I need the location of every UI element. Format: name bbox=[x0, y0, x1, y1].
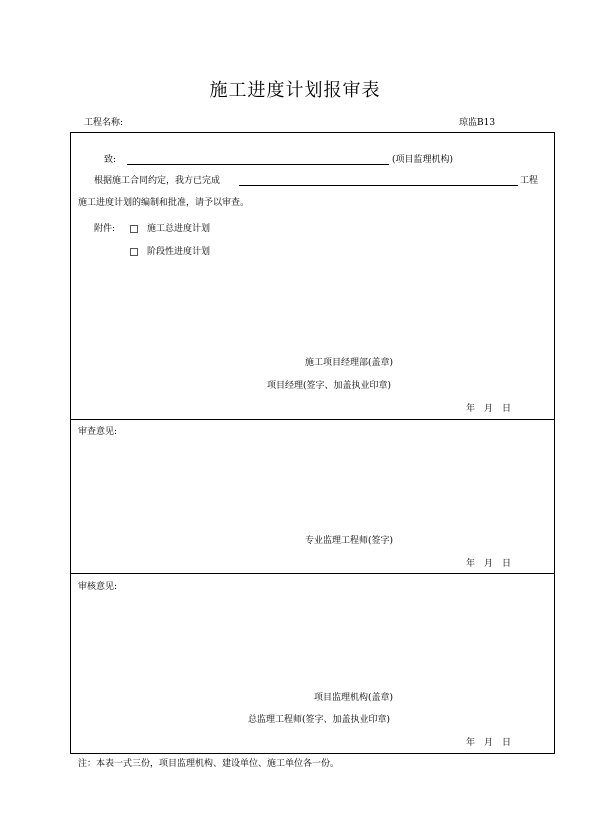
recipient-field[interactable] bbox=[127, 164, 389, 165]
to-label: 致: bbox=[104, 155, 117, 165]
section1-date: 年 月 日 bbox=[466, 404, 512, 414]
approval-request-text: 施工进度计划的编制和批准，请予以审查。 bbox=[78, 198, 250, 208]
review-opinion-label: 审查意见: bbox=[78, 427, 118, 437]
overall-schedule-label: 施工总进度计划 bbox=[147, 224, 211, 234]
phase-schedule-label: 阶段性进度计划 bbox=[147, 247, 211, 257]
contractor-dept-seal: 施工项目经理部(盖章) bbox=[305, 358, 394, 368]
chief-engineer-signature: 总监理工程师(签字、加盖执业印章) bbox=[248, 715, 391, 725]
project-name-label: 工程名称: bbox=[84, 118, 124, 128]
supervising-engineer-signature: 专业监理工程师(签字) bbox=[305, 536, 394, 546]
completion-statement-prefix: 根据施工合同约定，我方已完成 bbox=[94, 176, 221, 186]
section3-date: 年 月 日 bbox=[466, 738, 512, 748]
footnote: 注：本表一式三份，项目监理机构、建设单位、施工单位各一份。 bbox=[78, 759, 340, 769]
completion-statement-suffix: 工程 bbox=[520, 176, 539, 186]
phase-schedule-checkbox[interactable] bbox=[130, 248, 138, 256]
supervision-org-seal: 项目监理机构(盖章) bbox=[314, 693, 394, 703]
review-section bbox=[70, 419, 555, 574]
project-completed-field[interactable] bbox=[239, 185, 518, 186]
form-code: 琼监B13 bbox=[459, 118, 496, 128]
project-manager-signature: 项目经理(签字、加盖执业印章) bbox=[267, 381, 392, 391]
to-suffix: (项目监理机构) bbox=[392, 155, 454, 165]
section2-date: 年 月 日 bbox=[466, 559, 512, 569]
audit-section bbox=[70, 573, 555, 754]
form-title: 施工进度计划报审表 bbox=[209, 80, 381, 101]
overall-schedule-checkbox[interactable] bbox=[130, 225, 138, 233]
audit-opinion-label: 审核意见: bbox=[78, 582, 118, 592]
attachment-label: 附件: bbox=[94, 224, 116, 234]
submission-section bbox=[70, 132, 555, 420]
